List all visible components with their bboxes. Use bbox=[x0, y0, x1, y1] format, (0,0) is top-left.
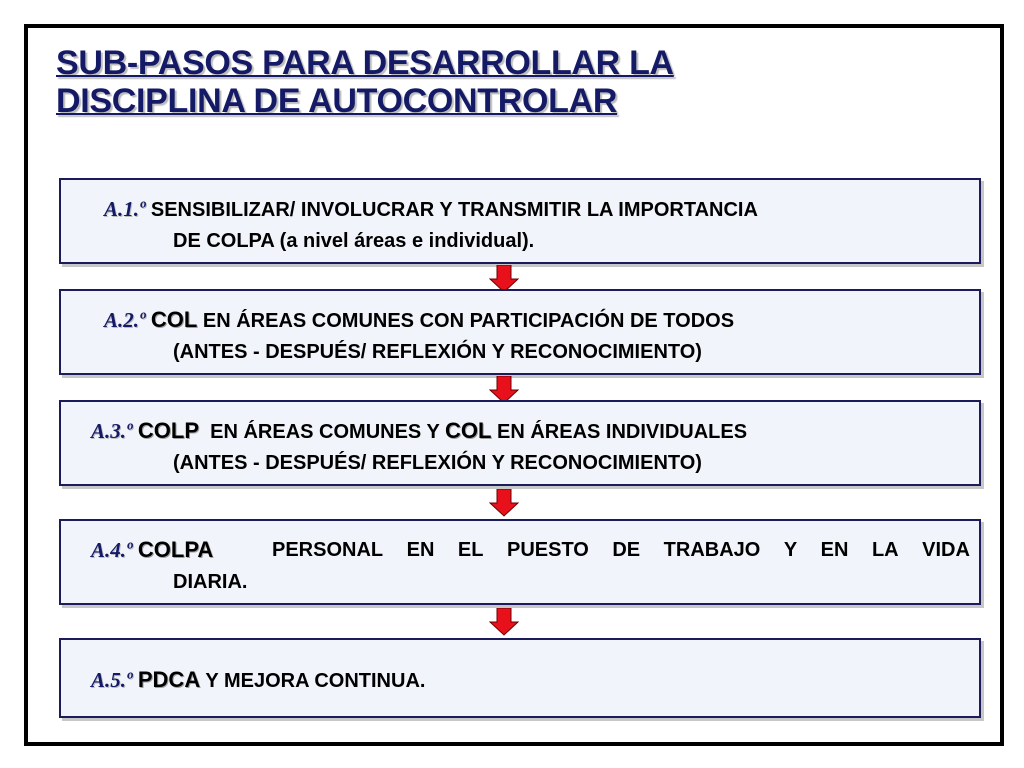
step-4-word: PERSONAL bbox=[272, 539, 384, 561]
step-3-text-b: EN ÁREAS INDIVIDUALES bbox=[497, 421, 748, 443]
step-4-word: EN bbox=[820, 539, 849, 561]
step-2-line-1 bbox=[104, 308, 734, 333]
step-4-word: EL bbox=[457, 539, 484, 561]
step-2-keyword: COL bbox=[150, 307, 198, 332]
step-3-line-1 bbox=[91, 419, 747, 444]
step-5-line-1 bbox=[91, 668, 425, 693]
down-arrow-icon bbox=[489, 608, 519, 636]
step-4-word: EN bbox=[406, 539, 435, 561]
step-4-word: Y bbox=[783, 539, 798, 561]
step-4-words bbox=[272, 538, 970, 562]
step-3-line-2: (ANTES - DESPUÉS/ REFLEXIÓN Y RECONOCIMIENTO) bbox=[173, 452, 702, 474]
step-1-line-2: DE COLPA (a nivel áreas e individual). bbox=[173, 230, 535, 252]
down-arrow-icon bbox=[489, 489, 519, 517]
slide-title bbox=[56, 44, 956, 120]
step-3-text-a: EN ÁREAS COMUNES Y bbox=[210, 421, 440, 443]
step-4-word: TRABAJO bbox=[663, 539, 761, 561]
step-1-text: SENSIBILIZAR/ INVOLUCRAR Y TRANSMITIR LA IMPORTANCIA bbox=[150, 199, 758, 221]
step-5-keyword: PDCA bbox=[137, 667, 201, 692]
step-4-word: VIDA bbox=[922, 539, 970, 561]
step-5-text: Y MEJORA CONTINUA. bbox=[205, 670, 426, 692]
step-2-line-2: (ANTES - DESPUÉS/ REFLEXIÓN Y RECONOCIMIENTO) bbox=[173, 341, 702, 363]
step-4-number: A.4.º bbox=[91, 538, 133, 562]
step-5-number: A.5.º bbox=[91, 668, 133, 692]
step-4-keyword: COLPA bbox=[137, 537, 214, 562]
title-line-1: SUB-PASOS PARA DESARROLLAR LA bbox=[56, 44, 674, 82]
step-4-line-1 bbox=[91, 538, 213, 563]
step-4-word: LA bbox=[871, 539, 899, 561]
title-line-2: DISCIPLINA DE AUTOCONTROLAR bbox=[56, 82, 618, 120]
step-1-number: A.1.º bbox=[104, 197, 146, 221]
step-3-keyword: COLP bbox=[137, 418, 199, 443]
step-1-line-1 bbox=[104, 197, 758, 222]
step-4-word: PUESTO bbox=[506, 539, 589, 561]
step-4-line-2: DIARIA. bbox=[173, 571, 248, 593]
step-3-keyword-2: COL bbox=[445, 418, 492, 443]
step-4-word: DE bbox=[612, 539, 641, 561]
step-2-number: A.2.º bbox=[104, 308, 146, 332]
step-3-number: A.3.º bbox=[91, 419, 133, 443]
step-2-text: EN ÁREAS COMUNES CON PARTICIPACIÓN DE TODOS bbox=[202, 310, 735, 332]
